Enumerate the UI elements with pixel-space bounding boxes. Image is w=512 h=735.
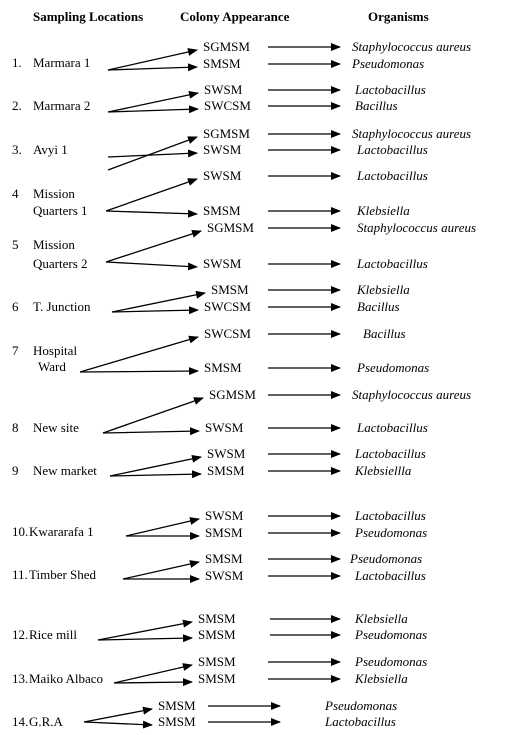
organism-label: Staphylococcus aureus [352, 126, 472, 141]
location-number: 1. [12, 55, 22, 70]
organism-label: Pseudomonas [355, 627, 428, 642]
organism-label: Lactobacillus [355, 508, 426, 523]
location-to-colony-arrow [106, 211, 197, 214]
header-organisms: Organisms [368, 9, 429, 24]
colony-label: SMSM [198, 654, 236, 669]
location-name: Ward [38, 359, 66, 374]
colony-label: SGMSM [209, 387, 256, 402]
location-to-colony-arrow [80, 371, 198, 372]
colony-label: SMSM [203, 56, 241, 71]
organism-label: Klebsiellla [355, 463, 412, 478]
organism-label: Bacillus [355, 98, 398, 113]
location-number: 12. [12, 627, 29, 642]
location-number: 9 [12, 463, 19, 478]
location-to-colony-arrow [103, 431, 199, 433]
organism-label: Pseudomonas [355, 525, 428, 540]
colony-label: SWCSM [204, 98, 251, 113]
organism-label: Klebsiella [355, 671, 408, 686]
colony-label: SGMSM [203, 39, 250, 54]
colony-label: SMSM [198, 671, 236, 686]
location-number: 14. [12, 714, 29, 729]
location-number: 4 [12, 186, 19, 201]
organism-label: Lactobacillus [355, 568, 426, 583]
colony-label: SMSM [205, 551, 243, 566]
organism-label: Pseudomonas [350, 551, 423, 566]
colony-label: SWCSM [204, 326, 251, 341]
location-name: New site [33, 420, 79, 435]
location-to-colony-arrow [84, 709, 152, 722]
colony-label: SMSM [205, 525, 243, 540]
organism-label: Lactobacillus [355, 82, 426, 97]
location-to-colony-arrow [126, 519, 199, 536]
organism-label: Pseudomonas [355, 654, 428, 669]
organism-label: Lactobacillus [357, 142, 428, 157]
location-number: 5 [12, 237, 19, 252]
location-to-colony-arrow [106, 179, 197, 211]
location-number: 13. [12, 671, 29, 686]
colony-label: SWSM [207, 446, 246, 461]
location-name: Quarters 1 [33, 203, 88, 218]
location-to-colony-arrow [84, 722, 152, 725]
location-name: Timber Shed [29, 567, 97, 582]
colony-label: SWSM [203, 256, 242, 271]
colony-label: SWSM [204, 82, 243, 97]
organism-label: Pseudomonas [357, 360, 430, 375]
location-name: Marmara 1 [33, 55, 91, 70]
colony-label: SMSM [198, 611, 236, 626]
organism-label: Lactobacillus [355, 446, 426, 461]
colony-label: SWSM [205, 508, 244, 523]
location-number: 10. [12, 524, 29, 539]
location-name: Avyi 1 [33, 142, 68, 157]
location-to-colony-arrow [110, 457, 201, 476]
colony-label: SMSM [158, 714, 196, 729]
organism-label: Klebsiella [357, 282, 410, 297]
location-to-colony-arrow [110, 474, 201, 476]
location-number: 3. [12, 142, 22, 157]
location-name: Maiko Albaco [29, 671, 104, 686]
colony-label: SWSM [205, 568, 244, 583]
header-sampling-locations: Sampling Locations [33, 9, 144, 24]
location-name: G.R.A [29, 714, 63, 729]
colony-label: SGMSM [207, 220, 254, 235]
colony-label: SWSM [205, 420, 244, 435]
colony-label: SGMSM [203, 126, 250, 141]
location-to-colony-arrow [114, 665, 192, 683]
colony-label: SMSM [207, 463, 245, 478]
location-number: 2. [12, 98, 22, 113]
organism-label: Lactobacillus [325, 714, 396, 729]
organism-label: Pseudomonas [352, 56, 425, 71]
location-to-colony-arrow [112, 293, 205, 312]
location-name: T. Junction [33, 299, 91, 314]
colony-label: SWSM [203, 142, 242, 157]
location-name: Mission [33, 186, 75, 201]
organism-label: Lactobacillus [357, 256, 428, 271]
location-to-colony-arrow [106, 231, 201, 262]
location-number: 6 [12, 299, 19, 314]
location-to-colony-arrow [123, 562, 199, 579]
location-to-colony-arrow [98, 622, 192, 640]
organism-label: Staphylococcus aureus [352, 39, 472, 54]
organism-label: Staphylococcus aureus [352, 387, 472, 402]
location-to-colony-arrow [112, 310, 198, 312]
organism-label: Klebsiella [357, 203, 410, 218]
location-number: 8 [12, 420, 19, 435]
location-to-colony-arrow [103, 398, 203, 433]
location-name: Hospital [33, 343, 78, 358]
colony-label: SWSM [203, 168, 242, 183]
location-name: Kwararafa 1 [29, 524, 94, 539]
header-colony-appearance: Colony Appearance [180, 9, 290, 24]
colony-label: SMSM [158, 698, 196, 713]
location-to-colony-arrow [106, 262, 197, 267]
location-number: 11. [12, 567, 28, 582]
organism-label: Lactobacillus [357, 420, 428, 435]
colony-label: SMSM [198, 627, 236, 642]
location-name: Quarters 2 [33, 256, 88, 271]
location-name: Mission [33, 237, 75, 252]
organism-label: Bacillus [363, 326, 406, 341]
organism-label: Klebsiella [355, 611, 408, 626]
location-to-colony-arrow [98, 638, 192, 640]
colony-label: SMSM [203, 203, 241, 218]
organism-label: Bacillus [357, 299, 400, 314]
colony-label: SWCSM [204, 299, 251, 314]
location-name: Marmara 2 [33, 98, 91, 113]
location-name: New market [33, 463, 97, 478]
location-number: 7 [12, 343, 19, 358]
location-to-colony-arrow [80, 337, 198, 372]
organism-label: Pseudomonas [325, 698, 398, 713]
location-to-colony-arrow [114, 682, 192, 683]
organism-label: Staphylococcus aureus [357, 220, 477, 235]
colony-label: SMSM [211, 282, 249, 297]
organism-label: Lactobacillus [357, 168, 428, 183]
colony-label: SMSM [204, 360, 242, 375]
location-name: Rice mill [29, 627, 78, 642]
